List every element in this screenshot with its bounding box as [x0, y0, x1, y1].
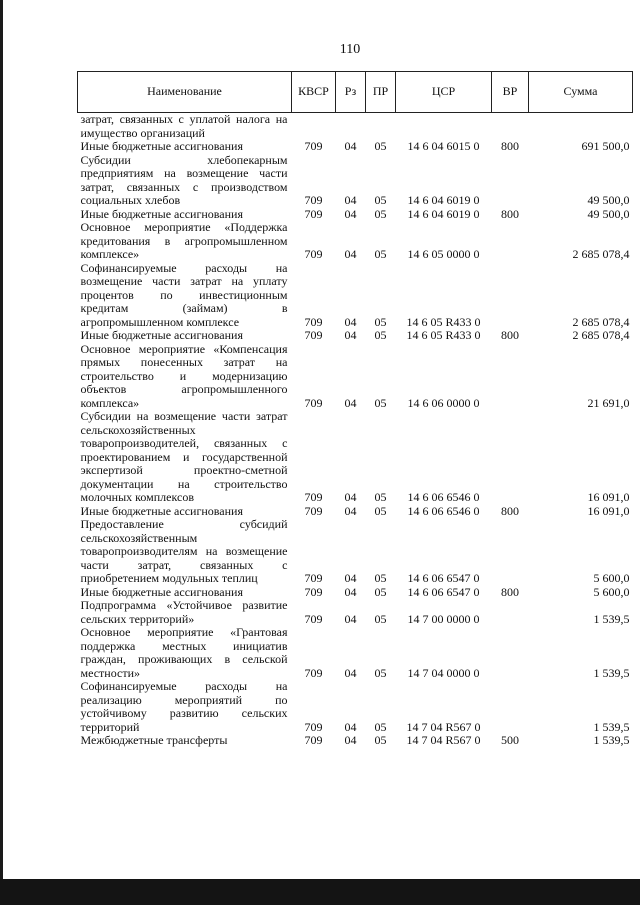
column-header-pr: ПР [366, 72, 396, 113]
cell-pr: 05 [374, 206, 387, 221]
cell-sum: 1 539,5 [593, 611, 630, 626]
cell-csr: 14 6 06 0000 0 [407, 395, 480, 410]
table-row [78, 599, 633, 626]
cell-pr: 05 [374, 314, 387, 329]
cell-rz: 04 [344, 395, 357, 410]
cell-csr [396, 113, 492, 141]
cell-vr [492, 626, 529, 680]
cell-vr [492, 680, 529, 734]
cell-rz [336, 113, 366, 141]
cell-name: Иные бюджетные ассигнования [80, 328, 243, 342]
table-row [78, 329, 633, 343]
cell-rz: 04 [344, 314, 357, 329]
cell-kvsr [292, 113, 336, 141]
cell-vr: 800 [501, 584, 519, 599]
cell-name: Иные бюджетные ассигнования [80, 503, 243, 518]
cell-pr: 05 [374, 247, 387, 261]
column-header-sum: Сумма [529, 72, 633, 113]
scan-edge-bottom [0, 879, 640, 905]
cell-rz: 04 [344, 247, 357, 261]
cell-kvsr: 709 [304, 395, 323, 410]
cell-kvsr: 709 [304, 490, 323, 504]
table-row [78, 680, 633, 734]
cell-kvsr: 709 [304, 719, 323, 734]
cell-name: Межбюджетные трансферты [80, 733, 228, 747]
table-row [78, 208, 633, 222]
cell-pr: 05 [374, 571, 387, 585]
scan-edge-left [0, 0, 3, 880]
cell-name: Софинансируемые расходы на реализацию мероприятий по устойчивому развитию сельских территорий [80, 679, 288, 734]
cell-kvsr: 709 [304, 571, 323, 585]
cell-sum: 1 539,5 [593, 719, 630, 734]
cell-kvsr: 709 [304, 665, 323, 680]
table-row [78, 262, 633, 330]
cell-csr: 14 6 06 6547 0 [407, 571, 480, 585]
cell-sum: 691 500,0 [581, 139, 630, 153]
page-number: 110 [339, 42, 361, 57]
cell-vr [492, 113, 529, 141]
cell-rz: 04 [344, 571, 357, 585]
table-row [78, 154, 633, 208]
cell-csr: 14 6 06 6547 0 [407, 584, 480, 599]
column-header-csr: ЦСР [396, 72, 492, 113]
cell-sum: 1 539,5 [593, 665, 630, 680]
cell-sum: 5 600,0 [593, 584, 630, 599]
table-row [78, 734, 633, 748]
table-row [78, 410, 633, 505]
cell-sum: 2 685 078,4 [572, 247, 630, 261]
cell-sum: 16 091,0 [587, 503, 630, 518]
cell-csr: 14 7 00 0000 0 [407, 611, 480, 626]
cell-pr: 05 [374, 328, 387, 342]
cell-kvsr: 709 [304, 314, 323, 329]
table-row [78, 113, 633, 141]
cell-kvsr: 709 [304, 247, 323, 261]
cell-kvsr: 709 [304, 733, 323, 747]
cell-sum: 2 685 078,4 [572, 314, 630, 329]
cell-vr [492, 154, 529, 208]
cell-csr: 14 6 04 6015 0 [407, 139, 480, 153]
cell-pr: 05 [374, 193, 387, 207]
cell-kvsr: 709 [304, 206, 323, 221]
table-row [78, 586, 633, 600]
cell-kvsr: 709 [304, 611, 323, 626]
column-header-vr: ВР [492, 72, 529, 113]
cell-name: Предоставление субсидий сельскохозяйственным товаропроизводителям на возмещение части затрат, связанных с приобретением модульных теплиц [80, 517, 288, 585]
cell-name: Основное мероприятие «Поддержка кредитования в агропромышленном комплексе» [80, 220, 288, 261]
column-header-kvsr: КВСР [292, 72, 336, 113]
cell-name: Основное мероприятие «Компенсация прямых понесенных затрат на строительство и модернизацию объектов агропромышленного комплекса» [80, 341, 288, 410]
cell-sum: 2 685 078,4 [572, 328, 630, 342]
cell-kvsr: 709 [304, 503, 323, 518]
cell-csr: 14 6 06 6546 0 [407, 503, 480, 518]
cell-pr: 05 [374, 395, 387, 410]
cell-name: Иные бюджетные ассигнования [80, 584, 243, 599]
table-row [78, 626, 633, 680]
cell-rz: 04 [344, 611, 357, 626]
table-row [78, 221, 633, 262]
cell-sum: 1 539,5 [593, 733, 630, 747]
cell-vr: 800 [501, 503, 519, 518]
cell-sum: 49 500,0 [587, 193, 630, 207]
cell-name: Субсидии хлебопекарным предприятиям на возмещение части затрат, связанных с производством социальных хлебов [80, 152, 288, 207]
cell-rz: 04 [344, 490, 357, 504]
cell-pr: 05 [374, 139, 387, 153]
cell-csr: 14 6 05 R433 0 [406, 328, 481, 342]
cell-vr: 800 [501, 206, 519, 221]
cell-vr [492, 410, 529, 505]
cell-name: Иные бюджетные ассигнования [80, 206, 243, 221]
cell-name: затрат, связанных с уплатой налога на имущество организаций [80, 112, 288, 140]
cell-name: Подпрограмма «Устойчивое развитие сельских территорий» [80, 598, 288, 626]
cell-vr [492, 518, 529, 586]
cell-vr [492, 221, 529, 262]
table-row [78, 140, 633, 154]
cell-pr: 05 [374, 490, 387, 504]
cell-rz: 04 [344, 193, 357, 207]
cell-rz: 04 [344, 206, 357, 221]
cell-name: Софинансируемые расходы на возмещение части затрат на уплату процентов по инвестиционным кредитам (займам) в агропромышленном комплексе [80, 260, 288, 329]
table-body [78, 113, 633, 748]
column-header-name: Наименование [78, 72, 292, 113]
cell-csr: 14 7 04 R567 0 [406, 719, 481, 734]
cell-vr [492, 599, 529, 626]
cell-pr: 05 [374, 733, 387, 747]
column-header-rz: Рз [336, 72, 366, 113]
table-row [78, 343, 633, 411]
cell-sum: 16 091,0 [587, 490, 630, 504]
cell-vr: 800 [501, 328, 519, 342]
cell-kvsr: 709 [304, 139, 323, 153]
table-row [78, 518, 633, 586]
cell-kvsr: 709 [304, 193, 323, 207]
cell-sum: 49 500,0 [587, 206, 630, 221]
cell-pr: 05 [374, 584, 387, 599]
cell-csr: 14 7 04 R567 0 [406, 733, 481, 747]
cell-pr: 05 [374, 611, 387, 626]
cell-csr: 14 6 04 6019 0 [407, 193, 480, 207]
cell-rz: 04 [344, 328, 357, 342]
cell-csr: 14 6 05 R433 0 [406, 314, 481, 329]
cell-pr: 05 [374, 665, 387, 680]
cell-name: Субсидии на возмещение части затрат сельскохозяйственных товаропроизводителей, связанных с проектированием и государственной экспертизой проектно-сметной документации на строительство молочных комплексов [80, 409, 288, 504]
cell-vr [492, 343, 529, 411]
cell-sum: 21 691,0 [587, 395, 630, 410]
cell-csr: 14 7 04 0000 0 [407, 665, 480, 680]
cell-name: Основное мероприятие «Грантовая поддержка местных инициатив граждан, проживающих в сельской местности» [80, 625, 288, 680]
cell-pr: 05 [374, 503, 387, 518]
cell-rz: 04 [344, 503, 357, 518]
cell-sum [529, 113, 633, 141]
cell-vr: 500 [501, 733, 519, 747]
budget-table [77, 71, 633, 748]
cell-rz: 04 [344, 719, 357, 734]
cell-pr: 05 [374, 719, 387, 734]
cell-name: Иные бюджетные ассигнования [80, 139, 243, 153]
cell-csr: 14 6 05 0000 0 [407, 247, 480, 261]
cell-kvsr: 709 [304, 328, 323, 342]
cell-rz: 04 [344, 665, 357, 680]
cell-csr: 14 6 04 6019 0 [407, 206, 480, 221]
cell-vr: 800 [501, 139, 519, 153]
cell-rz: 04 [344, 139, 357, 153]
cell-rz: 04 [344, 584, 357, 599]
cell-sum: 5 600,0 [593, 571, 630, 585]
table-header-row [78, 72, 633, 113]
cell-kvsr: 709 [304, 584, 323, 599]
cell-csr: 14 6 06 6546 0 [407, 490, 480, 504]
table-row [78, 505, 633, 519]
cell-vr [492, 262, 529, 330]
cell-rz: 04 [344, 733, 357, 747]
cell-pr [366, 113, 396, 141]
